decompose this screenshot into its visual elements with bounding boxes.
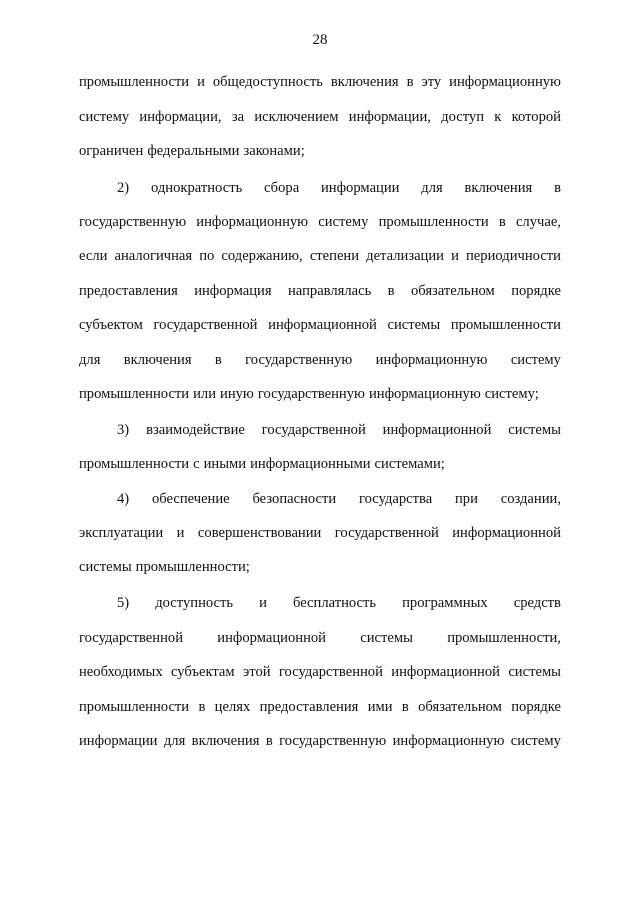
text-line bbox=[79, 315, 561, 335]
word: сбора bbox=[264, 180, 300, 196]
word: обязательном bbox=[418, 699, 502, 715]
word: 5) bbox=[117, 595, 130, 611]
word: содержанию, bbox=[221, 248, 303, 264]
word: субъектам bbox=[171, 664, 235, 680]
word: систему bbox=[510, 733, 561, 749]
word: и bbox=[197, 74, 205, 90]
word: субъектом bbox=[79, 317, 143, 333]
word: государственной bbox=[153, 317, 258, 333]
word: информации bbox=[320, 180, 400, 196]
word: и bbox=[451, 248, 459, 264]
word: однократность bbox=[150, 180, 243, 196]
word: совершенствовании bbox=[197, 525, 322, 541]
text-line bbox=[79, 628, 561, 648]
word: которой bbox=[511, 109, 561, 125]
word: предоставления bbox=[259, 699, 359, 715]
text-line bbox=[79, 454, 561, 474]
word: государственную bbox=[279, 733, 387, 749]
word: и bbox=[259, 595, 267, 611]
text-line bbox=[79, 107, 561, 127]
word: информационную bbox=[196, 214, 309, 230]
word: в bbox=[198, 699, 206, 715]
word: порядке bbox=[511, 283, 561, 299]
word: информационной bbox=[382, 422, 492, 438]
word: необходимых bbox=[79, 664, 163, 680]
word: целях bbox=[214, 699, 251, 715]
word: 3) bbox=[117, 422, 130, 438]
word: информационной bbox=[217, 630, 326, 646]
text-line bbox=[117, 178, 561, 198]
word: для bbox=[421, 180, 443, 196]
word: системы bbox=[387, 317, 441, 333]
word: в bbox=[214, 352, 222, 368]
text-line bbox=[79, 557, 561, 577]
text-line bbox=[79, 72, 561, 92]
word: для bbox=[79, 352, 101, 368]
word: информационными bbox=[250, 456, 371, 472]
word: ограничен bbox=[79, 143, 144, 159]
word: промышленности bbox=[79, 386, 190, 402]
word: систему bbox=[79, 109, 130, 125]
word: государства bbox=[359, 491, 433, 507]
word: безопасности bbox=[252, 491, 337, 507]
word: промышленности bbox=[79, 74, 190, 90]
text-line bbox=[79, 384, 561, 404]
word: или bbox=[193, 386, 217, 402]
text-line bbox=[79, 212, 561, 232]
word: государственную bbox=[79, 214, 187, 230]
word: информационную bbox=[449, 74, 561, 90]
word: государственной bbox=[334, 525, 439, 541]
word: если bbox=[79, 248, 108, 264]
text-line bbox=[79, 246, 561, 266]
word: государственной bbox=[79, 630, 184, 646]
text-line bbox=[79, 350, 561, 370]
word: к bbox=[494, 109, 502, 125]
word: направлялась bbox=[288, 283, 372, 299]
text-line bbox=[79, 697, 561, 717]
text-line bbox=[117, 420, 561, 440]
word: 2) bbox=[117, 180, 130, 196]
text-line bbox=[117, 593, 561, 613]
text-line bbox=[79, 523, 561, 543]
word: взаимодействие bbox=[146, 422, 245, 438]
text-line bbox=[117, 489, 561, 509]
word: системы bbox=[360, 630, 413, 646]
word: предоставления bbox=[79, 283, 178, 299]
text-line bbox=[79, 281, 561, 301]
word: иную bbox=[220, 386, 254, 402]
word: информационную bbox=[392, 733, 505, 749]
word: информационную bbox=[375, 352, 488, 368]
word: в bbox=[498, 214, 506, 230]
word: аналогичная bbox=[114, 248, 193, 264]
word: системы bbox=[508, 422, 561, 438]
word: систему bbox=[318, 214, 369, 230]
word: систему; bbox=[484, 386, 539, 402]
word: информационную bbox=[368, 386, 481, 402]
word: бесплатность bbox=[292, 595, 377, 611]
word: детализации bbox=[366, 248, 444, 264]
word: системы bbox=[508, 664, 561, 680]
word: в bbox=[406, 74, 414, 90]
word: информации, bbox=[348, 109, 431, 125]
word: информационной bbox=[452, 525, 561, 541]
word: законами; bbox=[243, 143, 305, 159]
word: по bbox=[199, 248, 215, 264]
word: иными bbox=[203, 456, 247, 472]
word: доступность bbox=[155, 595, 234, 611]
word: доступ bbox=[441, 109, 485, 125]
word: ими bbox=[367, 699, 393, 715]
word: периодичности bbox=[466, 248, 561, 264]
word: государственной bbox=[278, 664, 383, 680]
word: промышленности bbox=[378, 214, 489, 230]
word: промышленности, bbox=[447, 630, 561, 646]
word: промышленности; bbox=[135, 559, 250, 575]
word: исключением bbox=[254, 109, 339, 125]
word: порядке bbox=[511, 699, 561, 715]
word: этой bbox=[243, 664, 271, 680]
text-line bbox=[79, 731, 561, 751]
word: включения bbox=[123, 352, 192, 368]
word: включения bbox=[191, 733, 260, 749]
word: за bbox=[231, 109, 245, 125]
word: в bbox=[554, 180, 561, 196]
word: средств bbox=[513, 595, 561, 611]
word: промышленности bbox=[79, 456, 190, 472]
word: создании, bbox=[500, 491, 561, 507]
word: включения bbox=[464, 180, 533, 196]
word: промышленности bbox=[450, 317, 561, 333]
word: федеральными bbox=[147, 143, 240, 159]
word: с bbox=[193, 456, 200, 472]
word: информация bbox=[194, 283, 272, 299]
word: обязательном bbox=[410, 283, 495, 299]
word: в bbox=[387, 283, 395, 299]
word: и bbox=[176, 525, 185, 541]
word: случае, bbox=[515, 214, 561, 230]
word: включения bbox=[330, 74, 399, 90]
word: систему bbox=[510, 352, 561, 368]
word: информации, bbox=[139, 109, 222, 125]
word: промышленности bbox=[79, 699, 190, 715]
word: эту bbox=[421, 74, 442, 90]
text-line bbox=[79, 141, 561, 161]
word: в bbox=[265, 733, 273, 749]
word: программных bbox=[402, 595, 488, 611]
word: информации bbox=[79, 733, 158, 749]
word: в bbox=[401, 699, 409, 715]
word: информационной bbox=[391, 664, 500, 680]
word: обеспечение bbox=[151, 491, 230, 507]
word: для bbox=[163, 733, 186, 749]
word: общедоступность bbox=[212, 74, 323, 90]
page-number: 28 bbox=[312, 32, 328, 48]
word: государственную bbox=[257, 386, 365, 402]
word: государственной bbox=[261, 422, 366, 438]
word: при bbox=[455, 491, 478, 507]
word: системы bbox=[79, 559, 132, 575]
word: эксплуатации bbox=[79, 525, 164, 541]
word: 4) bbox=[117, 491, 130, 507]
word: государственную bbox=[245, 352, 353, 368]
text-line bbox=[79, 662, 561, 682]
word: степени bbox=[309, 248, 360, 264]
word: информационной bbox=[268, 317, 377, 333]
word: системами; bbox=[374, 456, 445, 472]
